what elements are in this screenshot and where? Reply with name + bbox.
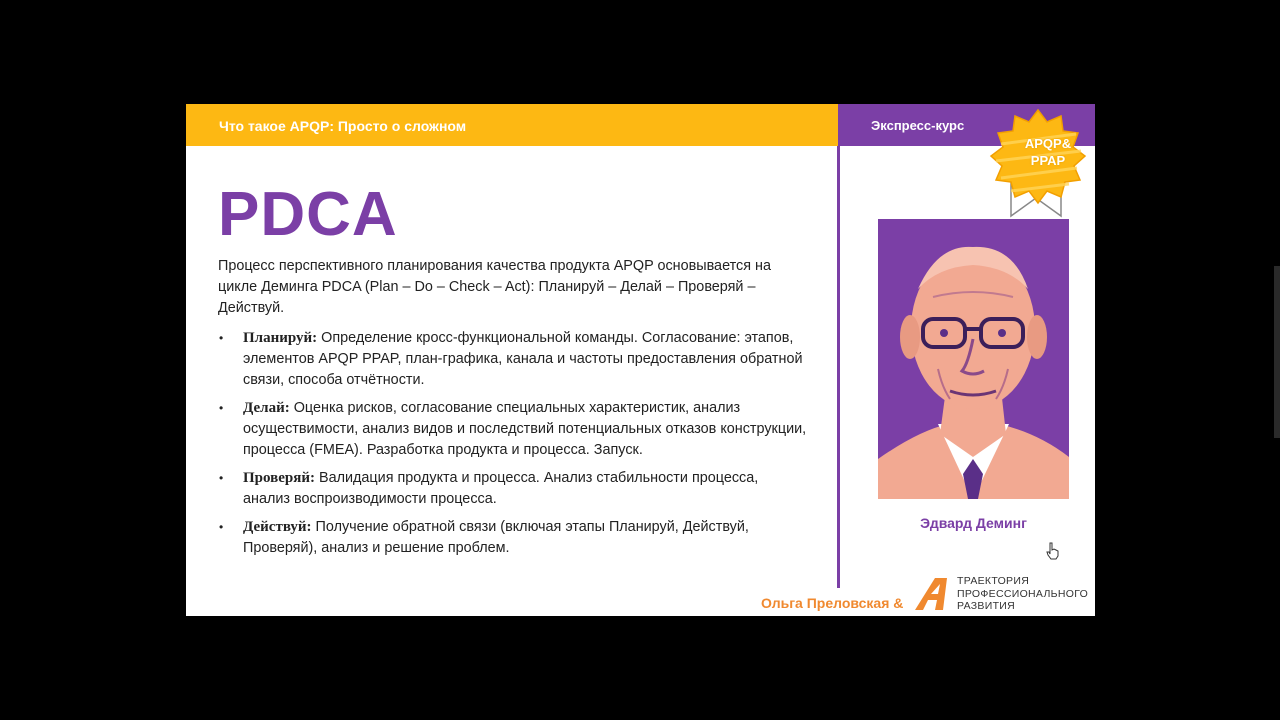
author-name: Ольга Преловская & xyxy=(761,595,904,611)
list-item: • Действуй: Получение обратной связи (включая этапы Планируй, Действуй, Проверяй), анализ и решение проблем. xyxy=(219,519,749,556)
company-logo-text: ТРАЕКТОРИЯ ПРОФЕССИОНАЛЬНОГО РАЗВИТИЯ xyxy=(957,575,1089,612)
photo-caption: Эдвард Деминг xyxy=(920,515,1027,531)
intro-paragraph: Процесс перспективного планирования качества продукта APQP основывается на цикле Деминга PDCA (Plan – Do – Check – Act): Планируй – Делай – Проверяй – Действуй. xyxy=(218,258,771,316)
apqp-ppap-badge: APQP& PPAP xyxy=(1024,136,1072,168)
pdca-bullet-list xyxy=(218,328,808,566)
vertical-divider xyxy=(837,146,840,588)
list-item: • Планируй: Определение кросс-функциональной команды. Согласование: этапов, элементов APQP PPAP, план-графика, канала и частоты предоставления обратной связи, способа отчётности. xyxy=(219,330,803,388)
express-course-label: Экспресс-курс xyxy=(871,118,965,133)
hand-pointer-icon xyxy=(1046,542,1060,560)
list-item: • Проверяй: Валидация продукта и процесса. Анализ стабильности процесса, анализ воспроизводимости процесса. xyxy=(219,470,759,507)
course-title: Что такое APQP: Просто о сложном xyxy=(219,118,467,134)
deming-portrait xyxy=(878,219,1069,499)
list-item: • Делай: Оценка рисков, согласование специальных характеристик, анализ осуществимости, анализ видов и последствий потенциальных отказов конструкции, процесса (FMEA). Разработка продукта и процесса. Запуск. xyxy=(219,400,807,458)
presentation-slide xyxy=(186,104,1095,616)
letter-a-logo-icon xyxy=(913,576,953,612)
slide-title: PDCA xyxy=(218,180,398,249)
window-edge-scrollbar xyxy=(1274,266,1280,438)
header-bar-course xyxy=(186,104,838,146)
